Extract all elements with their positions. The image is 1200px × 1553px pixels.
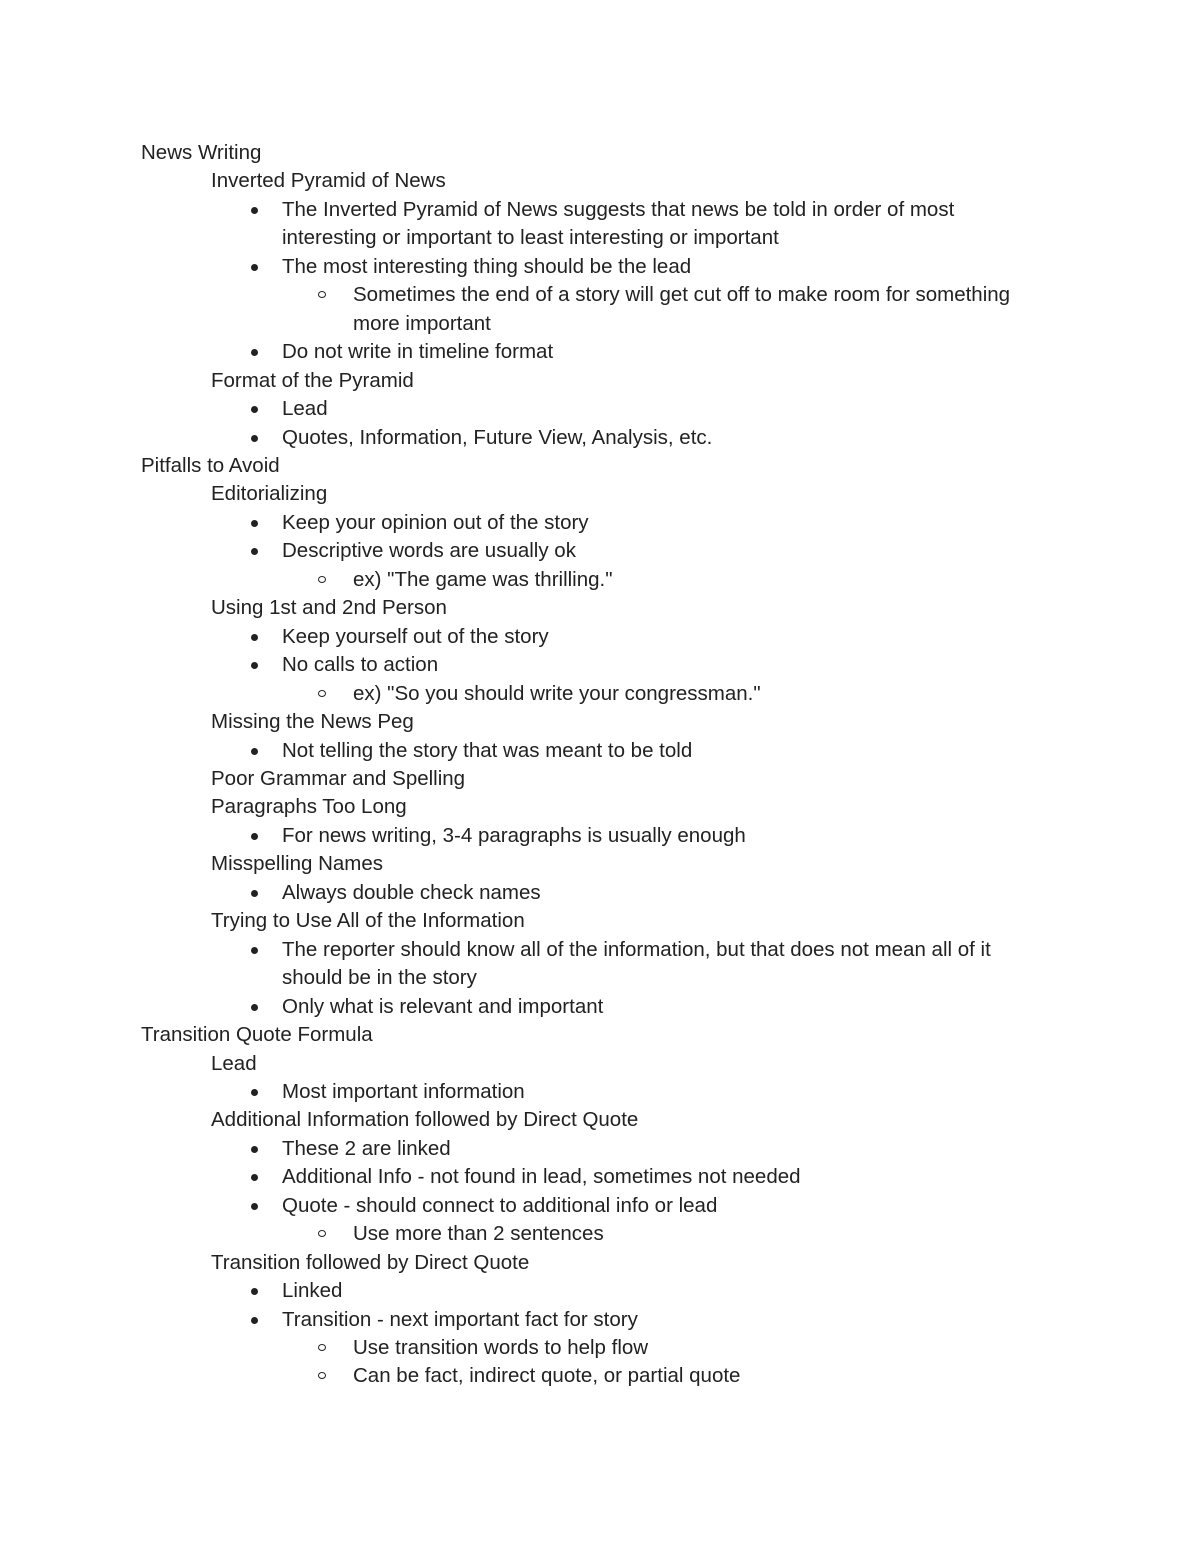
bullet-disc-icon (251, 634, 258, 641)
bullet-disc-icon (251, 349, 258, 356)
bullet-item (0, 623, 1200, 651)
line-text: ex) "The game was thrilling." (353, 567, 613, 591)
bullet-disc-icon (251, 520, 258, 527)
subsection-heading (0, 1106, 1200, 1134)
line-text: Only what is relevant and important (282, 994, 604, 1018)
bullet-item (0, 1362, 1200, 1390)
bullet-disc-icon (251, 1089, 258, 1096)
subsection-heading (0, 793, 1200, 821)
bullet-item (0, 1078, 1200, 1106)
bullet-item (0, 879, 1200, 907)
subsection-heading (0, 167, 1200, 195)
line-text: more important (353, 311, 491, 335)
bullet-disc-icon (251, 1174, 258, 1181)
line-text: News Writing (141, 141, 262, 164)
bullet-disc-icon (251, 1317, 258, 1324)
line-text: Misspelling Names (211, 852, 384, 876)
line-text: Keep yourself out of the story (282, 624, 549, 648)
bullet-item (0, 993, 1200, 1021)
bullet-disc-icon (251, 662, 258, 669)
bullet-disc-icon (251, 1203, 258, 1210)
line-text: Use transition words to help flow (353, 1336, 649, 1360)
subsection-heading (0, 708, 1200, 736)
line-text: Additional Information followed by Direct Quote (211, 1108, 639, 1132)
bullet-item (0, 1192, 1200, 1220)
subsection-heading (0, 907, 1200, 935)
bullet-disc-icon (251, 947, 258, 954)
line-text: Lead (282, 397, 328, 421)
bullet-item (0, 1334, 1200, 1362)
line-text: The reporter should know all of the information, but that does not mean all of it (282, 937, 991, 961)
document-body (0, 139, 1200, 1391)
line-text: Paragraphs Too Long (211, 795, 407, 819)
line-text: Editorializing (211, 482, 328, 506)
bullet-disc-icon (251, 207, 258, 214)
line-text: Most important information (282, 1079, 525, 1103)
subsection-heading (0, 480, 1200, 508)
line-text: The Inverted Pyramid of News suggests that news be told in order of most (282, 197, 955, 221)
line-text: Descriptive words are usually ok (282, 539, 576, 563)
bullet-circle-icon (318, 291, 326, 298)
subsection-heading (0, 594, 1200, 622)
bullet-circle-icon (318, 690, 326, 697)
bullet-item (0, 964, 1200, 992)
line-text: Transition - next important fact for story (282, 1307, 638, 1331)
bullet-item (0, 424, 1200, 452)
line-text: Quote - should connect to additional info or lead (282, 1193, 718, 1217)
bullet-disc-icon (251, 264, 258, 271)
bullet-item (0, 196, 1200, 224)
line-text: Missing the News Peg (211, 710, 414, 734)
bullet-item (0, 1306, 1200, 1334)
line-text: Using 1st and 2nd Person (211, 596, 447, 620)
line-text: Always double check names (282, 880, 541, 904)
subsection-heading (0, 1050, 1200, 1078)
bullet-item (0, 338, 1200, 366)
line-text: Transition Quote Formula (141, 1023, 373, 1047)
bullet-item (0, 737, 1200, 765)
bullet-item (0, 537, 1200, 565)
bullet-item (0, 1135, 1200, 1163)
bullet-disc-icon (251, 1288, 258, 1295)
bullet-item (0, 395, 1200, 423)
bullet-disc-icon (251, 406, 258, 413)
bullet-item (0, 509, 1200, 537)
line-text: The most interesting thing should be the lead (282, 254, 692, 278)
bullet-item (0, 253, 1200, 281)
bullet-item (0, 651, 1200, 679)
line-text: Can be fact, indirect quote, or partial quote (353, 1364, 741, 1388)
line-text: Inverted Pyramid of News (211, 169, 446, 193)
bullet-item (0, 566, 1200, 594)
line-text: For news writing, 3-4 paragraphs is usually enough (282, 823, 746, 847)
line-text: Use more than 2 sentences (353, 1222, 604, 1246)
line-text: ex) "So you should write your congressman." (353, 681, 761, 705)
bullet-circle-icon (318, 1372, 326, 1379)
line-text: Not telling the story that was meant to be told (282, 738, 693, 762)
section-heading (0, 1021, 1200, 1049)
line-text: Poor Grammar and Spelling (211, 766, 466, 790)
line-text: Trying to Use All of the Information (211, 909, 525, 933)
bullet-disc-icon (251, 548, 258, 555)
line-text: interesting or important to least interesting or important (282, 226, 779, 250)
line-text: Lead (211, 1051, 257, 1075)
subsection-heading (0, 765, 1200, 793)
line-text: No calls to action (282, 653, 439, 677)
bullet-disc-icon (251, 833, 258, 840)
bullet-item (0, 1277, 1200, 1305)
bullet-disc-icon (251, 1146, 258, 1153)
section-heading (0, 139, 1200, 167)
line-text: Transition followed by Direct Quote (211, 1250, 530, 1274)
line-text: Quotes, Information, Future View, Analysis, etc. (282, 425, 713, 449)
bullet-circle-icon (318, 576, 326, 583)
bullet-circle-icon (318, 1230, 326, 1237)
bullet-item (0, 1163, 1200, 1191)
line-text: Do not write in timeline format (282, 340, 554, 364)
bullet-item (0, 1220, 1200, 1248)
line-text: Keep your opinion out of the story (282, 510, 589, 534)
line-text: Additional Info - not found in lead, sometimes not needed (282, 1165, 801, 1189)
line-text: Format of the Pyramid (211, 368, 414, 392)
bullet-item (0, 224, 1200, 252)
line-text: Linked (282, 1279, 343, 1303)
subsection-heading (0, 1249, 1200, 1277)
bullet-circle-icon (318, 1344, 326, 1351)
bullet-item (0, 310, 1200, 338)
subsection-heading (0, 850, 1200, 878)
line-text: should be in the story (282, 966, 477, 990)
section-heading (0, 452, 1200, 480)
bullet-disc-icon (251, 435, 258, 442)
bullet-item (0, 936, 1200, 964)
bullet-disc-icon (251, 1004, 258, 1011)
line-text: Sometimes the end of a story will get cut off to make room for something (353, 283, 1011, 307)
line-text: These 2 are linked (282, 1136, 451, 1160)
bullet-disc-icon (251, 748, 258, 755)
bullet-item (0, 680, 1200, 708)
subsection-heading (0, 367, 1200, 395)
bullet-item (0, 281, 1200, 309)
line-text: Pitfalls to Avoid (141, 453, 280, 477)
bullet-item (0, 822, 1200, 850)
bullet-disc-icon (251, 890, 258, 897)
